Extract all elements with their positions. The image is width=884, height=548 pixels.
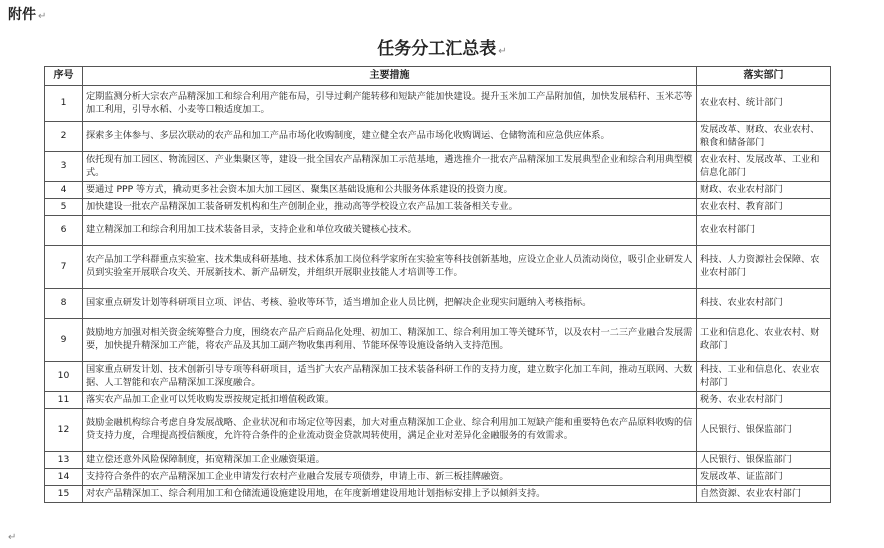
row-department: 发展改革、财政、农业农村、粮食和储备部门 [697, 122, 831, 152]
row-department: 农业农村、发展改革、工业和信息化部门 [697, 152, 831, 182]
row-department: 税务、农业农村部门 [697, 392, 831, 409]
page-title-text: 任务分工汇总表 [377, 39, 497, 59]
row-measure: 要通过 PPP 等方式，撬动更多社会资本加大加工园区、聚集区基础设施和公共服务体系建设的投资力度。 [83, 182, 697, 199]
row-department: 工业和信息化、农业农村、财政部门 [697, 319, 831, 362]
row-number: 13 [45, 452, 83, 469]
row-department: 科技、工业和信息化、农业农村部门 [697, 362, 831, 392]
row-department: 农业农村部门 [697, 216, 831, 246]
row-number: 10 [45, 362, 83, 392]
task-table [44, 66, 831, 503]
row-number: 3 [45, 152, 83, 182]
table-row [45, 216, 831, 246]
row-department: 科技、农业农村部门 [697, 289, 831, 319]
table-row [45, 319, 831, 362]
row-measure: 农产品加工学科群重点实验室、技术集成科研基地、技术体系加工岗位科学家所在实验室等科技创新基地，应设立企业人员流动岗位，吸引企业研发人员到实验室开展联合攻关、开展新技术、新产品研发，并组织开展职业技能人才培训等工作。 [83, 246, 697, 289]
table-row [45, 362, 831, 392]
row-number: 14 [45, 469, 83, 486]
row-number: 4 [45, 182, 83, 199]
table-row [45, 486, 831, 503]
column-header-no: 序号 [45, 67, 83, 86]
row-measure: 国家重点研发计划等科研项目立项、评估、考核、验收等环节，适当增加企业人员比例，把解决企业现实问题纳入考核指标。 [83, 289, 697, 319]
row-measure: 定期监测分析大宗农产品精深加工和综合利用产能布局，引导过剩产能转移和短缺产能加快建设。提升玉米加工产品附加值，加快发展秸秆、玉米芯等加工利用，引导水稻、小麦等口粮适度加工。 [83, 86, 697, 122]
row-department: 人民银行、银保监部门 [697, 409, 831, 452]
table-row [45, 199, 831, 216]
table-row [45, 469, 831, 486]
row-department: 发展改革、证监部门 [697, 469, 831, 486]
table-row [45, 122, 831, 152]
attachment-label [8, 4, 46, 24]
row-measure: 探索多主体参与、多层次联动的农产品和加工产品市场化收购制度，建立健全农产品市场化收购调运、仓储物流和应急供应体系。 [83, 122, 697, 152]
paragraph-mark-icon: ↵ [38, 11, 47, 22]
row-measure: 建立偿还意外风险保障制度，拓宽精深加工企业融资渠道。 [83, 452, 697, 469]
row-department: 人民银行、银保监部门 [697, 452, 831, 469]
row-number: 1 [45, 86, 83, 122]
row-number: 6 [45, 216, 83, 246]
table-row [45, 152, 831, 182]
row-measure: 建立精深加工和综合利用加工技术装备目录，支持企业和单位攻破关键核心技术。 [83, 216, 697, 246]
column-header-dept: 落实部门 [697, 67, 831, 86]
row-number: 11 [45, 392, 83, 409]
row-department: 财政、农业农村部门 [697, 182, 831, 199]
table-header-row [45, 67, 831, 86]
paragraph-mark-icon: ↵ [498, 46, 507, 57]
row-measure: 加快建设一批农产品精深加工装备研发机构和生产创制企业，推动高等学校设立农产品加工装备相关专业。 [83, 199, 697, 216]
row-measure: 国家重点研发计划、技术创新引导专项等科研项目，适当扩大农产品精深加工技术装备科研工作的支持力度，建立数字化加工车间，推动互联网、大数据、人工智能和农产品精深加工深度融合。 [83, 362, 697, 392]
row-department: 农业农村、教育部门 [697, 199, 831, 216]
row-measure: 支持符合条件的农产品精深加工企业申请发行农村产业融合发展专项债券，申请上市、新三板挂牌融资。 [83, 469, 697, 486]
row-number: 8 [45, 289, 83, 319]
row-number: 15 [45, 486, 83, 503]
row-number: 5 [45, 199, 83, 216]
row-number: 7 [45, 246, 83, 289]
table-row [45, 246, 831, 289]
page-title [0, 34, 884, 59]
row-measure: 落实农产品加工企业可以凭收购发票按规定抵扣增值税政策。 [83, 392, 697, 409]
row-measure: 鼓励金融机构综合考虑自身发展战略、企业状况和市场定位等因素，加大对重点精深加工企业、综合利用加工短缺产能和重要特色农产品原料收购的信贷支持力度，合理提高授信额度，允许符合条件的企业流动资金贷款周转使用，满足企业对差异化金融服务的有效需求。 [83, 409, 697, 452]
row-measure: 依托现有加工园区、物流园区、产业集聚区等，建设一批全国农产品精深加工示范基地，遴选推介一批农产品精深加工发展典型企业和综合利用典型模式。 [83, 152, 697, 182]
row-number: 2 [45, 122, 83, 152]
table-row [45, 182, 831, 199]
table-row [45, 452, 831, 469]
table-row [45, 289, 831, 319]
row-department: 自然资源、农业农村部门 [697, 486, 831, 503]
table-row [45, 86, 831, 122]
row-measure: 对农产品精深加工、综合利用加工和仓储流通设施建设用地，在年度新增建设用地计划指标安排上予以倾斜支持。 [83, 486, 697, 503]
row-measure: 鼓励地方加强对相关资金统筹整合力度，围绕农产品产后商品化处理、初加工、精深加工、综合利用加工等关键环节，以及农村一二三产业融合发展需要，加快提升精深加工产能，将农产品及其加工副产物收集再利用、节能环保等设施设备纳入支持范围。 [83, 319, 697, 362]
row-department: 科技、人力资源社会保障、农业农村部门 [697, 246, 831, 289]
table-body [45, 86, 831, 503]
table-row [45, 409, 831, 452]
column-header-measure: 主要措施 [83, 67, 697, 86]
row-number: 9 [45, 319, 83, 362]
row-department: 农业农村、统计部门 [697, 86, 831, 122]
row-number: 12 [45, 409, 83, 452]
table-row [45, 392, 831, 409]
paragraph-mark-icon: ↵ [8, 532, 17, 543]
attachment-label-text: 附件 [8, 7, 36, 23]
